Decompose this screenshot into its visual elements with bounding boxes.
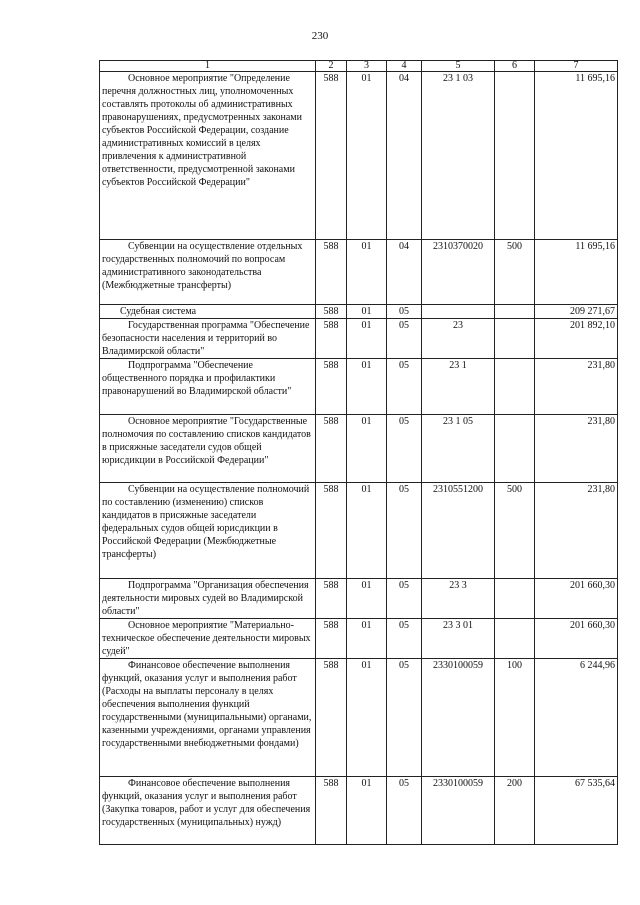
cell-code-4: 05 xyxy=(387,415,422,483)
column-header-1: 1 xyxy=(100,61,316,72)
cell-code-4: 05 xyxy=(387,319,422,359)
cell-code-3: 01 xyxy=(347,415,387,483)
cell-amount: 67 535,64 xyxy=(535,777,618,845)
table-row xyxy=(100,579,618,619)
row-description: Основное мероприятие "Определение перечня должностных лиц, уполномоченных составлять протоколы об административных правонарушениях, предусмотренных законами субъектов Российской Федерации, создание административных комиссий в целях привлечения к административной ответственности, предусмотренной законами субъектов Российской Федерации" xyxy=(100,72,316,240)
row-description: Финансовое обеспечение выполнения функций, оказания услуг и выполнения работ (Закупка товаров, работ и услуг для обеспечения государственных (муниципальных) нужд) xyxy=(100,777,316,845)
cell-code-6 xyxy=(495,579,535,619)
row-description: Подпрограмма "Организация обеспечения деятельности мировых судей во Владимирской области" xyxy=(100,579,316,619)
page-number: 230 xyxy=(311,30,329,42)
cell-code-5: 23 1 05 xyxy=(422,415,495,483)
cell-code-2: 588 xyxy=(316,777,347,845)
cell-code-3: 01 xyxy=(347,72,387,240)
cell-code-6 xyxy=(495,72,535,240)
column-header-7: 7 xyxy=(535,61,618,72)
column-header-3: 3 xyxy=(347,61,387,72)
cell-amount: 6 244,96 xyxy=(535,659,618,777)
cell-amount: 11 695,16 xyxy=(535,240,618,305)
cell-code-6: 100 xyxy=(495,659,535,777)
cell-code-5: 23 3 xyxy=(422,579,495,619)
cell-amount: 201 892,10 xyxy=(535,319,618,359)
table-row xyxy=(100,483,618,579)
cell-code-6 xyxy=(495,305,535,319)
cell-code-4: 04 xyxy=(387,240,422,305)
cell-code-4: 05 xyxy=(387,305,422,319)
cell-code-2: 588 xyxy=(316,659,347,777)
cell-code-3: 01 xyxy=(347,319,387,359)
cell-amount: 231,80 xyxy=(535,359,618,415)
cell-code-3: 01 xyxy=(347,579,387,619)
cell-code-6: 500 xyxy=(495,240,535,305)
cell-code-5: 23 3 01 xyxy=(422,619,495,659)
header-row xyxy=(100,61,618,72)
cell-code-5: 2330100059 xyxy=(422,777,495,845)
cell-code-2: 588 xyxy=(316,483,347,579)
cell-code-5: 23 xyxy=(422,319,495,359)
cell-code-6 xyxy=(495,319,535,359)
budget-table xyxy=(99,60,618,845)
row-description: Основное мероприятие "Государственные полномочия по составлению списков кандидатов в присяжные заседатели судов общей юрисдикции в Российской Федерации" xyxy=(100,415,316,483)
cell-code-3: 01 xyxy=(347,659,387,777)
row-description: Основное мероприятие "Материально-техническое обеспечение деятельности мировых судей" xyxy=(100,619,316,659)
cell-amount: 231,80 xyxy=(535,483,618,579)
cell-code-3: 01 xyxy=(347,483,387,579)
table-row xyxy=(100,72,618,240)
row-description: Финансовое обеспечение выполнения функций, оказания услуг и выполнения работ (Расходы на выплаты персоналу в целях обеспечения выполнения функций государственными (муниципальными) органами, казенными учреждениями, органами управления государственными внебюджетными фондами) xyxy=(100,659,316,777)
cell-amount: 201 660,30 xyxy=(535,619,618,659)
row-description: Государственная программа "Обеспечение безопасности населения и территорий во Владимирской области" xyxy=(100,319,316,359)
cell-code-3: 01 xyxy=(347,240,387,305)
cell-code-2: 588 xyxy=(316,619,347,659)
row-description: Субвенции на осуществление отдельных государственных полномочий по вопросам административного законодательства (Межбюджетные трансферты) xyxy=(100,240,316,305)
cell-code-6: 500 xyxy=(495,483,535,579)
cell-code-5: 23 1 xyxy=(422,359,495,415)
cell-code-4: 05 xyxy=(387,359,422,415)
cell-code-4: 05 xyxy=(387,659,422,777)
cell-code-5: 2310370020 xyxy=(422,240,495,305)
cell-code-2: 588 xyxy=(316,72,347,240)
row-description: Субвенции на осуществление полномочий по составлению (изменению) списков кандидатов в присяжные заседатели федеральных судов общей юрисдикции в Российской Федерации (Межбюджетные трансферты) xyxy=(100,483,316,579)
cell-code-6 xyxy=(495,415,535,483)
table-row xyxy=(100,305,618,319)
cell-code-4: 04 xyxy=(387,72,422,240)
cell-amount: 231,80 xyxy=(535,415,618,483)
cell-code-2: 588 xyxy=(316,359,347,415)
cell-amount: 11 695,16 xyxy=(535,72,618,240)
cell-code-6 xyxy=(495,359,535,415)
cell-code-2: 588 xyxy=(316,579,347,619)
table-row xyxy=(100,777,618,845)
cell-code-5: 2310551200 xyxy=(422,483,495,579)
cell-amount: 201 660,30 xyxy=(535,579,618,619)
column-header-2: 2 xyxy=(316,61,347,72)
cell-code-2: 588 xyxy=(316,305,347,319)
table-row xyxy=(100,415,618,483)
cell-code-3: 01 xyxy=(347,305,387,319)
column-header-6: 6 xyxy=(495,61,535,72)
row-description: Судебная система xyxy=(100,305,316,319)
table-row xyxy=(100,659,618,777)
cell-code-3: 01 xyxy=(347,777,387,845)
cell-amount: 209 271,67 xyxy=(535,305,618,319)
cell-code-2: 588 xyxy=(316,240,347,305)
cell-code-4: 05 xyxy=(387,619,422,659)
cell-code-3: 01 xyxy=(347,619,387,659)
cell-code-2: 588 xyxy=(316,319,347,359)
table-row xyxy=(100,619,618,659)
table-row xyxy=(100,240,618,305)
cell-code-4: 05 xyxy=(387,777,422,845)
cell-code-2: 588 xyxy=(316,415,347,483)
cell-code-4: 05 xyxy=(387,483,422,579)
column-header-4: 4 xyxy=(387,61,422,72)
cell-code-5 xyxy=(422,305,495,319)
cell-code-3: 01 xyxy=(347,359,387,415)
cell-code-6: 200 xyxy=(495,777,535,845)
column-header-5: 5 xyxy=(422,61,495,72)
cell-code-5: 2330100059 xyxy=(422,659,495,777)
cell-code-6 xyxy=(495,619,535,659)
row-description: Подпрограмма "Обеспечение общественного порядка и профилактики правонарушений во Владимирской области" xyxy=(100,359,316,415)
cell-code-4: 05 xyxy=(387,579,422,619)
table-row xyxy=(100,319,618,359)
cell-code-5: 23 1 03 xyxy=(422,72,495,240)
table-row xyxy=(100,359,618,415)
